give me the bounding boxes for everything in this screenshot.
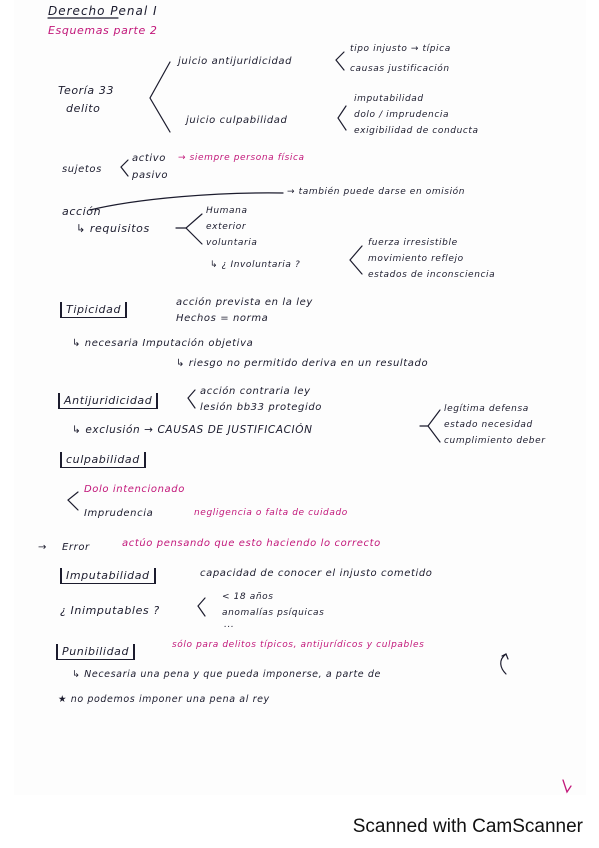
anomalias-psiquicas: anomalías psíquicas <box>222 608 325 618</box>
tipicidad-hechos: Hechos = norma <box>176 313 269 324</box>
cumplimiento-deber: cumplimiento deber <box>444 436 546 446</box>
antijuridicidad-box: Antijuridicidad <box>58 393 158 409</box>
req-exterior: exterior <box>206 222 247 232</box>
punibilidad-necesaria: ↳ Necesaria una pena y que pueda imponerse, a parte de <box>72 669 381 680</box>
req-humana: Humana <box>206 206 248 216</box>
teoria-brace <box>150 62 170 132</box>
omision-note: → también puede darse en omisión <box>287 187 466 197</box>
camscanner-footer <box>0 808 599 848</box>
dolo-intencionado: Dolo intencionado <box>84 484 185 495</box>
error-text: actúo pensando que esto haciendo lo correcto <box>122 538 381 549</box>
justificacion-brace <box>428 410 440 442</box>
juicio-antijuridicidad: juicio antijuridicidad <box>178 56 293 67</box>
error-arrow: → <box>38 542 47 553</box>
imputabilidad-def: capacidad de conocer el injusto cometido <box>200 568 433 579</box>
causas-justificacion: causas justificación <box>350 64 450 74</box>
inimputables-question: ¿ Inimputables ? <box>60 604 160 617</box>
juicio-culpabilidad: juicio culpabilidad <box>186 115 288 126</box>
culpabilidad-brace <box>68 492 78 510</box>
teoria-label-delito: delito <box>66 102 101 115</box>
movimiento-reflejo: movimiento reflejo <box>368 254 464 264</box>
menores-18: < 18 años <box>222 592 274 602</box>
tipo-injusto: tipo injusto → típica <box>350 44 451 54</box>
culpabilidad-box: culpabilidad <box>60 452 146 468</box>
req-voluntaria: voluntaria <box>206 238 258 248</box>
culpabilidad-subbrace <box>338 106 346 130</box>
dolo-imprudencia-item: dolo / imprudencia <box>354 110 450 120</box>
accion-label: acción <box>62 205 102 218</box>
imprudencia-note: negligencia o falta de cuidado <box>194 508 348 518</box>
exclusion-causas: ↳ exclusión → CAUSAS DE JUSTIFICACIÓN <box>72 424 313 436</box>
riesgo-resultado: ↳ riesgo no permitido deriva en un resultado <box>176 358 429 369</box>
pink-corner-mark <box>563 780 571 792</box>
requisitos-brace <box>186 214 202 244</box>
imputabilidad-item: imputabilidad <box>354 94 424 104</box>
ellipsis: ... <box>224 620 235 630</box>
sujetos-brace <box>121 160 128 176</box>
accion-omision-line <box>90 193 283 210</box>
imputabilidad-box: Imputabilidad <box>60 568 156 584</box>
legitima-defensa: legítima defensa <box>444 404 529 414</box>
exigibilidad-item: exigibilidad de conducta <box>354 126 479 136</box>
imprudencia-label: Imprudencia <box>84 508 154 519</box>
camscanner-watermark: Scanned with CamScanner <box>352 816 583 837</box>
sujeto-pasivo: pasivo <box>132 170 169 181</box>
page-subtitle: Esquemas parte 2 <box>48 24 158 37</box>
teoria-label: Teoría 33 <box>58 84 115 97</box>
antijuridicidad-def1: acción contraria ley <box>200 386 311 397</box>
requisitos-label: ↳ requisitos <box>76 222 150 235</box>
inimputables-brace <box>198 598 205 616</box>
estado-necesidad: estado necesidad <box>444 420 533 430</box>
estados-inconsciencia: estados de inconsciencia <box>368 270 496 280</box>
sujeto-activo-note: → siempre persona física <box>178 153 305 163</box>
fuerza-irresistible: fuerza irresistible <box>368 238 458 248</box>
punibilidad-note: ★ no podemos imponer una pena al rey <box>58 694 270 705</box>
imputacion-objetiva: ↳ necesaria Imputación objetiva <box>72 338 254 349</box>
sujetos-label: sujetos <box>62 164 102 175</box>
punibilidad-box: Punibilidad <box>56 644 135 660</box>
involuntaria-question: ↳ ¿ Involuntaria ? <box>210 260 301 270</box>
tipicidad-def: acción prevista en la ley <box>176 297 313 308</box>
curved-arrow <box>501 654 506 674</box>
page-title: Derecho Penal I <box>48 4 158 18</box>
antijuridicidad-subbrace <box>336 52 344 70</box>
error-label: Error <box>62 542 90 553</box>
involuntaria-brace <box>350 246 362 274</box>
tipicidad-box: Tipicidad <box>60 302 127 318</box>
antijuridicidad-def2: lesión bb33 protegido <box>200 402 322 413</box>
punibilidad-def: sólo para delitos típicos, antijurídicos y culpables <box>172 640 425 650</box>
sujeto-activo: activo <box>132 153 166 164</box>
antijuridicidad-def-brace <box>188 390 195 408</box>
